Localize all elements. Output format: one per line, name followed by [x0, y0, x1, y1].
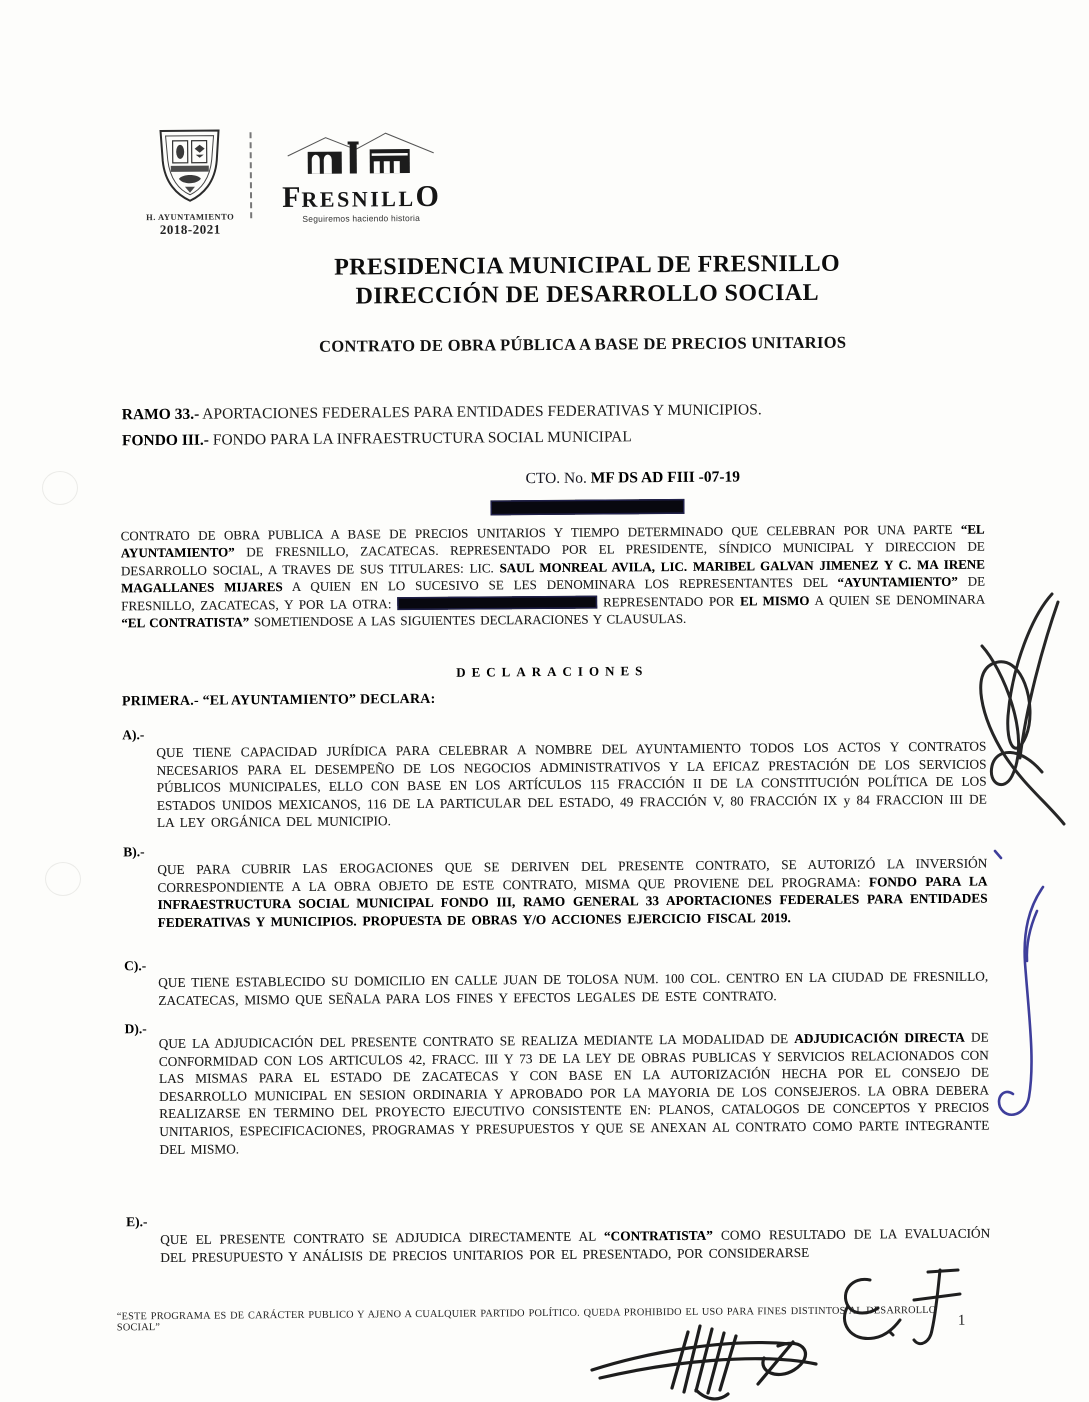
primera-heading: PRIMERA.- “EL AYUNTAMIENTO” DECLARA: [121, 691, 436, 710]
fresnillo-buildings-icon [286, 131, 436, 178]
section-e-label: E).- [126, 1214, 148, 1230]
redaction-bar-contractor-name [397, 595, 597, 610]
section-a-label: A).- [122, 727, 145, 743]
shield-caption: H. AYUNTAMIENTO [146, 211, 235, 223]
document-header [141, 125, 446, 238]
fresnillo-tagline: Seguiremos haciendo historia [302, 212, 421, 224]
contract-subtitle: CONTRATO DE OBRA PÚBLICA A BASE DE PRECIOS UNITARIOS [319, 332, 847, 356]
page-title [42, 247, 1089, 314]
footer-disclaimer: “ESTE PROGRAMA ES DE CARÁCTER PUBLICO Y AJENO A CUALQUIER PARTIDO POLÍTICO. QUEDA PROHIBIDO EL USO PARA FINES DISTINTOS AL DESARROLLO SOCIAL” [116, 1304, 937, 1334]
punch-hole-artifact [42, 471, 78, 505]
fresnillo-wordmark: FRESNILLO [282, 179, 441, 215]
municipal-shield-logo [148, 126, 231, 205]
declaraciones-heading: DECLARACIONES [456, 663, 649, 680]
redaction-bar-contract [490, 499, 684, 516]
section-b-label: B).- [123, 844, 145, 860]
ramo-line: RAMO 33.- APORTACIONES FEDERALES PARA ENTIDADES FEDERATIVAS Y MUNICIPIOS. [121, 401, 762, 424]
section-c-label: C).- [124, 958, 147, 974]
section-d-text: QUE LA ADJUDICACIÓN DEL PRESENTE CONTRATO SE REALIZA MEDIANTE LA MODALIDAD DE ADJUDICACIÓN DIRECTA DE CONFORMIDAD CON LOS ARTICULOS 42, FRACC. III Y 73 DE LA LEY DE OBRAS PUBLICAS Y SERVICIOS RELACIONADOS CON LAS MISMAS PARA EL ESTADO DE ZACATECAS Y CON BASE EN LA AUTORIZACIÓN HECHA POR EL CONSEJO DE DESARROLLO MUNICIPAL EN SESION ORDINARIA Y APROBADO POR LA MAYORIA DE LOS CONSEJEROS. LA OBRA DEBERA REALIZARSE EN TERMINO DEL PROYECTO EJECUTIVO CONSISTENTE EN: PLANOS, CATALOGOS DE CONCEPTOS Y PRECIOS UNITARIOS, ESPECIFICACIONES, PROGRAMAS Y PRESUPUESTOS Y QUE SE ANEXAN AL CONTRATO COMO PARTE INTEGRANTE DEL MISMO. [158, 1029, 990, 1157]
intro-paragraph: CONTRATO DE OBRA PUBLICA A BASE DE PRECIOS UNITARIOS Y TIEMPO DETERMINADO QUE CELEBRAN POR UNA PARTE “EL AYUNTAMIENTO” DE FRESNILLO, ZACATECAS. REPRESENTADO POR EL PRESIDENTE, SÍNDICO MUNICIPAL Y DIRECCION DE DESARROLLO SOCIAL, A TRAVES DE SUS TITULARES: LIC. SAUL MONREAL AVILA, LIC. MARIBEL GALVAN JIMENEZ Y C. MA IRENE MAGALLANES MIJARES A QUIEN EN LO SUCESIVO SE LES DENOMINARA LOS REPRESENTANTES DEL “AYUNTAMIENTO” DE FRESNILLO, ZACATECAS, Y POR LA OTRA: REPRESENTADO POR EL MISMO A QUIEN SE DENOMINARA “EL CONTRATISTA” SOMETIENDOSE A LAS SIGUIENTES DECLARACIONES Y CLAUSULAS. [120, 521, 986, 631]
fresnillo-logo-block [276, 131, 447, 224]
contract-number-line: CTO. No. MF DS AD FIII -07-19 [525, 468, 741, 488]
section-e-text: QUE EL PRESENTE CONTRATO SE ADJUDICA DIRECTAMENTE AL “CONTRATISTA” COMO RESULTADO DE LA EVALUACIÓN DEL PRESUPUESTO Y ANÁLISIS DE PRECIOS UNITARIOS POR EL PRESENTADO, POR CONSIDERARSE [160, 1225, 991, 1265]
signature-black-right-margin [950, 588, 1085, 848]
punch-hole-artifact [45, 862, 81, 896]
signature-blue-right-margin [985, 845, 1070, 1135]
fondo-line: FONDO III.- FONDO PARA LA INFRAESTRUCTURA SOCIAL MUNICIPAL [121, 428, 632, 450]
municipal-shield-block [141, 126, 238, 238]
header-divider [250, 132, 253, 218]
program-block [122, 396, 988, 455]
title-line-1: PRESIDENCIA MUNICIPAL DE FRESNILLO [334, 250, 841, 281]
signature-black-bottom [588, 1312, 833, 1402]
section-c-text: QUE TIENE ESTABLECIDO SU DOMICILIO EN CALLE JUAN DE TOLOSA NUM. 100 COL. CENTRO EN LA CIUDAD DE FRESNILLO, ZACATECAS, MISMO QUE SEÑALA PARA LOS FINES Y EFECTOS LEGALES DE ESTE CONTRATO. [158, 968, 989, 1008]
initials-e-j-mark [828, 1266, 968, 1361]
shield-years: 2018-2021 [159, 221, 221, 238]
page-number: 1 [957, 1312, 966, 1329]
section-b-text: QUE PARA CUBRIR LAS EROGACIONES QUE SE DERIVEN DEL PRESENTE CONTRATO, SE AUTORIZÓ LA INVERSIÓN CORRESPONDIENTE A LA OBRA OBJETO DE ESTE CONTRATO, MISMA QUE PROVIENE DEL PROGRAMA: FONDO PARA LA INFRAESTRUCTURA SOCIAL MUNICIPAL FONDO III, RAMO GENERAL 33 APORTACIONES FEDERALES PARA ENTIDADES FEDERATIVAS Y MUNICIPIOS. PROPUESTA DE OBRAS Y/O ACCIONES EJERCICIO FISCAL 2019. [157, 855, 988, 930]
title-line-2: DIRECCIÓN DE DESARROLLO SOCIAL [355, 279, 820, 310]
section-a-text: QUE TIENE CAPACIDAD JURÍDICA PARA CELEBRAR A NOMBRE DEL AYUNTAMIENTO TODOS LOS ACTOS Y CONTRATOS NECESARIOS PARA EL DESEMPEÑO DE LOS NEGOCIOS ADMINISTRATIVOS Y LA EFICAZ PRESTACIÓN DE LOS SERVICIOS PÚBLICOS MUNICIPALES, ELLO CON BASE EN LOS ARTÍCULOS 115 FRACCIÓN II DE LA CONSTITUCIÓN POLÍTICA DE LOS ESTADOS UNIDOS MEXICANOS, 116 DE LA PARTICULAR DEL ESTADO, 49 FRACCIÓN V, 80 FRACCIÓN IX y 84 FRACCION III DE LA LEY ORGÁNICA DEL MUNICIPIO. [156, 738, 987, 831]
section-d-label: D).- [124, 1021, 147, 1037]
